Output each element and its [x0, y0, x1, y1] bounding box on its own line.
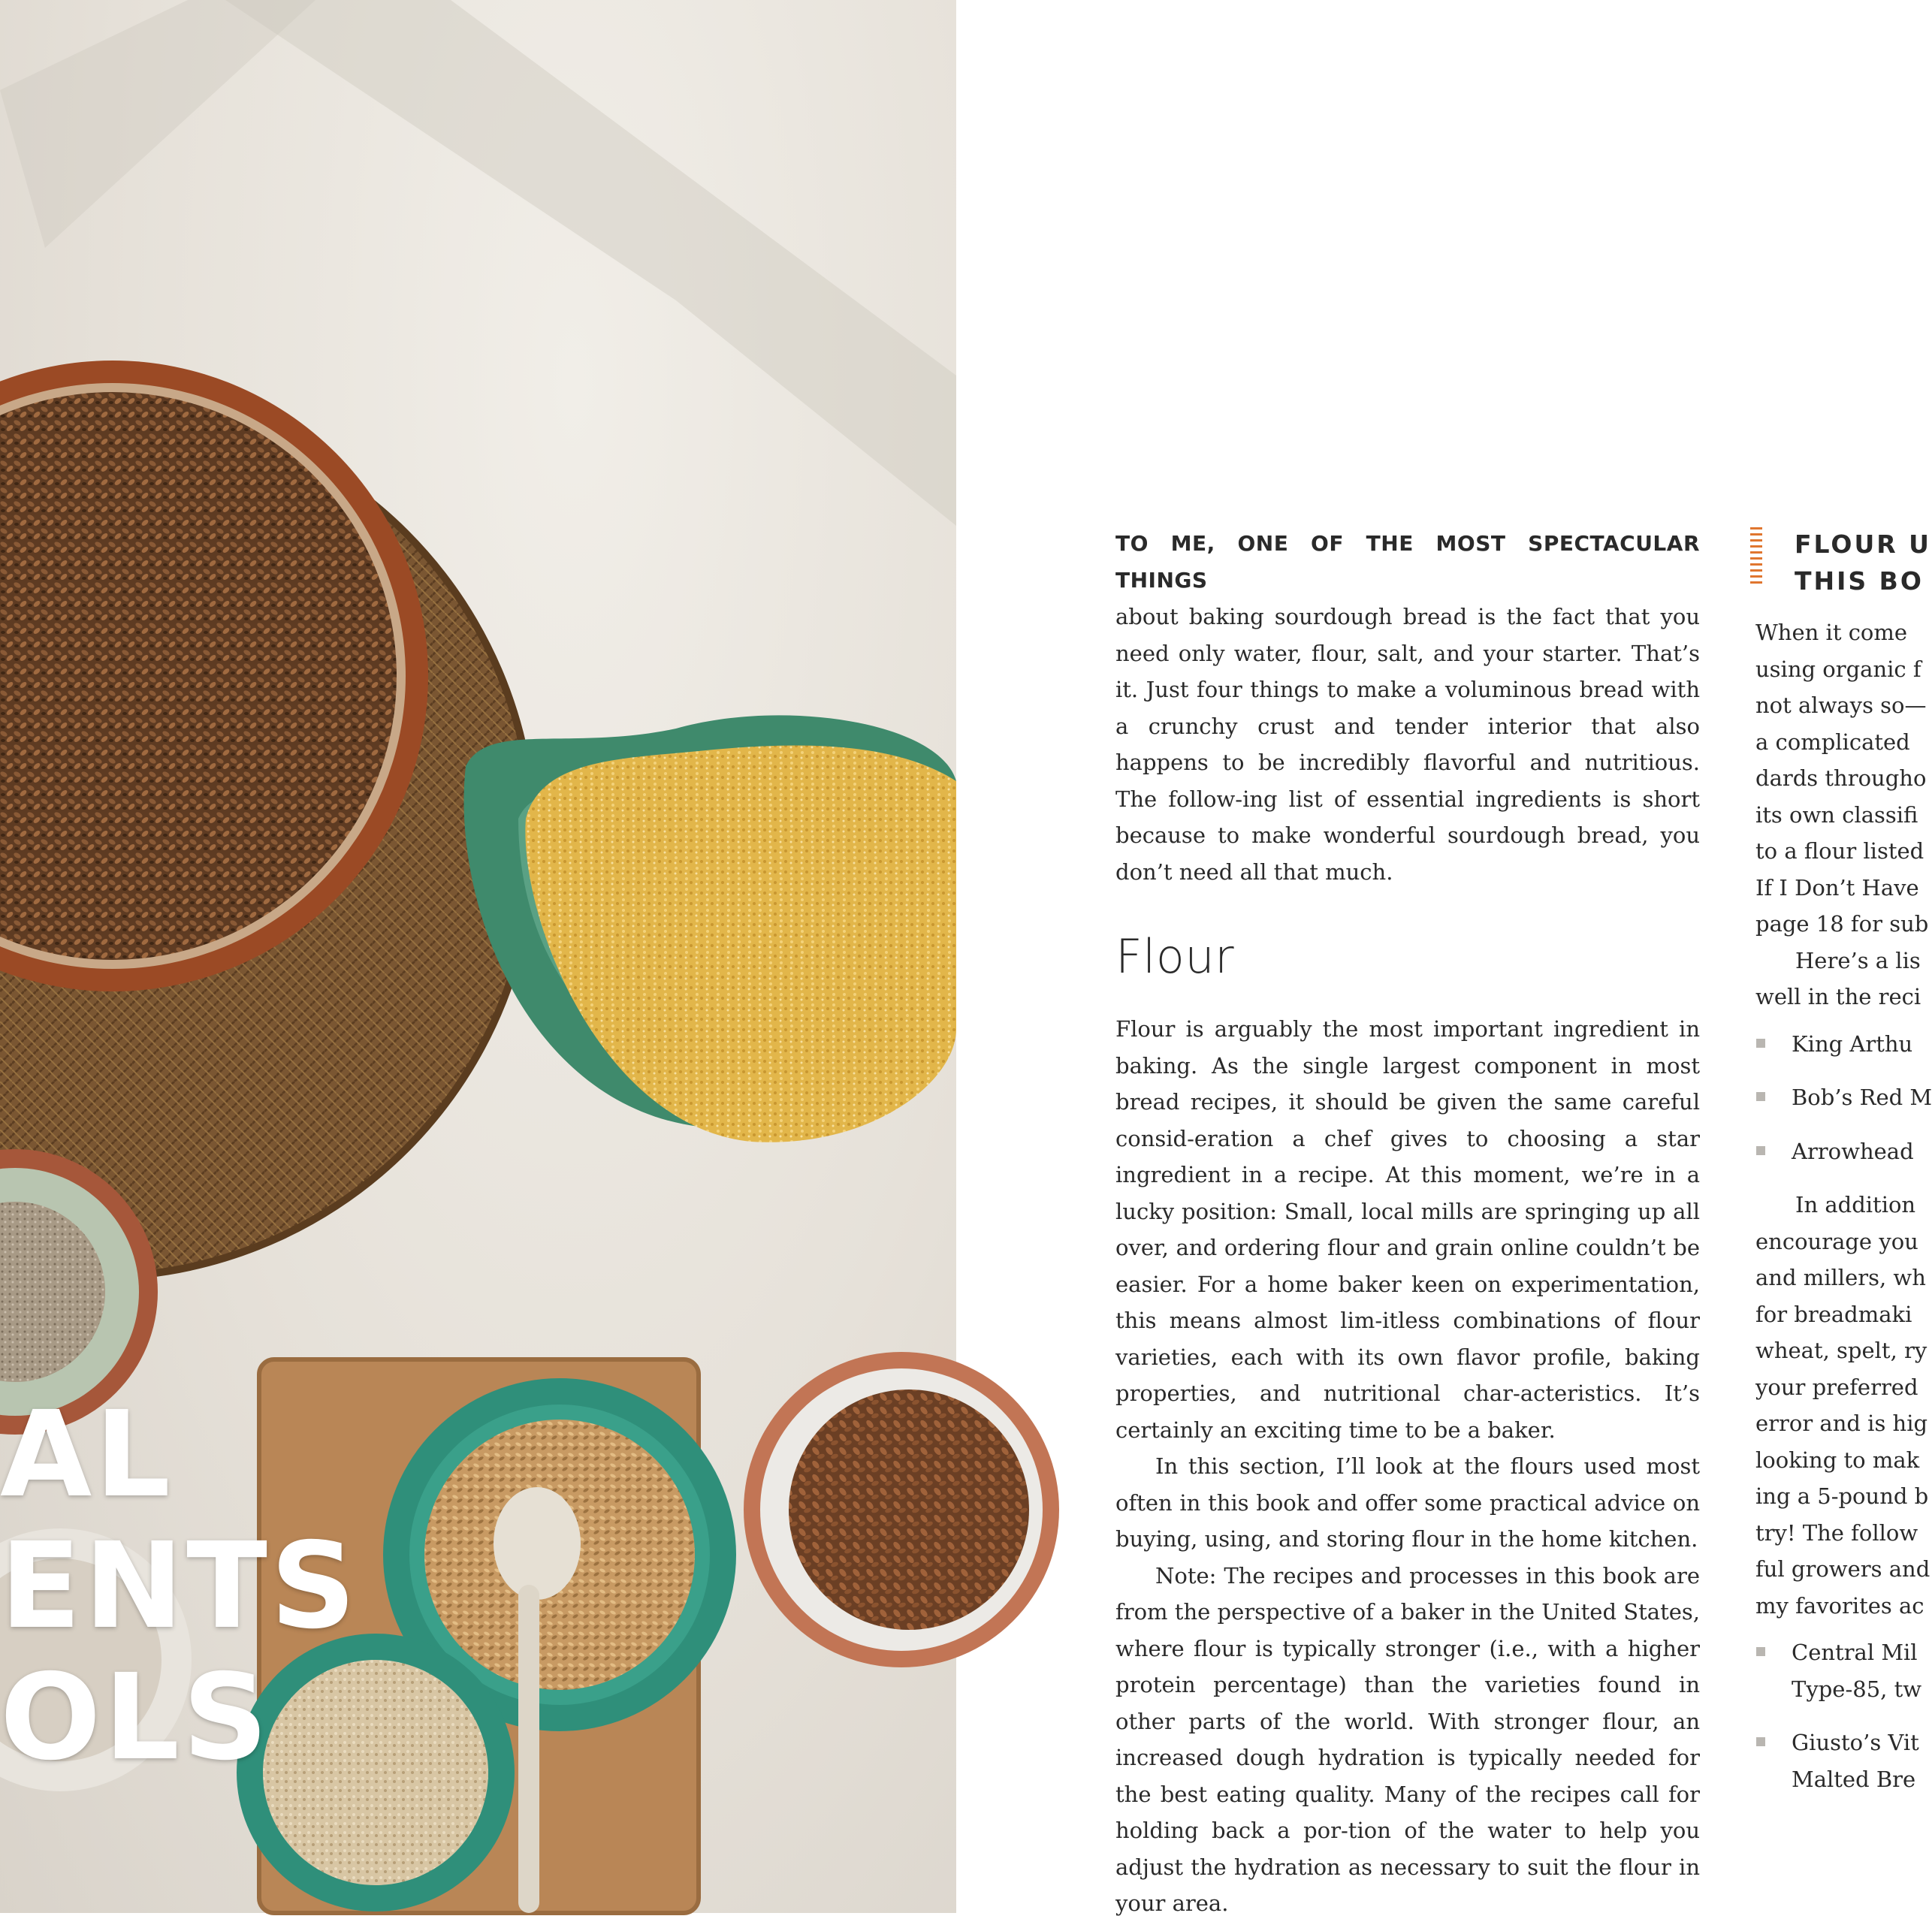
section-heading: Flour	[1115, 929, 1235, 984]
list-item	[1755, 1634, 1922, 1707]
sidebar-line: Here’s a lis	[1795, 947, 1921, 973]
sidebar-line: to a flour listed	[1755, 838, 1924, 864]
sidebar-line: try! The follow	[1755, 1519, 1918, 1546]
food-photo	[0, 0, 956, 1913]
sidebar-line: for breadmaki	[1755, 1301, 1912, 1327]
list-item	[1755, 1079, 1932, 1116]
sidebar-line: If I Don’t Have	[1755, 874, 1919, 901]
chapter-title	[0, 1386, 376, 1787]
bullet-square-icon	[1756, 1146, 1765, 1155]
sidebar-line: encourage you	[1755, 1228, 1918, 1254]
sidebar-line: wheat, spelt, ry	[1755, 1338, 1927, 1363]
sidebar-line: error and is hig	[1755, 1411, 1928, 1436]
sidebar-line: In addition	[1795, 1192, 1916, 1217]
sidebar-line: a complicated	[1755, 729, 1910, 755]
list-item	[1755, 1026, 1913, 1063]
list-item-label: Bob’s Red M	[1792, 1085, 1932, 1110]
bullet-square-icon	[1756, 1092, 1765, 1101]
lead-paragraph	[1115, 526, 1700, 890]
lead-caps: TO ME, ONE OF THE MOST SPECTACULAR THINGS	[1115, 531, 1700, 593]
list-item-label: Arrowhead	[1792, 1138, 1914, 1164]
sidebar-accent-bar	[1750, 527, 1762, 587]
list-item-label: Giusto’s Vit	[1792, 1730, 1919, 1755]
list-item-label: Central Mil	[1792, 1640, 1918, 1665]
list-item-label: Malted Bre	[1792, 1766, 1916, 1792]
body-paragraph: In this section, I’ll look at the flours used most often in this book and offer some practical advice on buying, using, and storing flour in the home kitchen.	[1115, 1453, 1700, 1552]
sidebar-line: using organic f	[1755, 656, 1921, 682]
sidebar-line: my favorites ac	[1755, 1592, 1924, 1619]
chapter-title-line-1: AL	[0, 1386, 174, 1524]
sidebar-header	[1750, 526, 1931, 596]
bullet-square-icon	[1756, 1737, 1765, 1746]
bullet-square-icon	[1756, 1647, 1765, 1656]
list-item-label: King Arthu	[1792, 1030, 1913, 1057]
sidebar-line: ful growers and	[1755, 1556, 1930, 1582]
sidebar-text	[1755, 614, 1929, 1015]
list-item	[1755, 1133, 1913, 1170]
sidebar-title-line: THIS BO	[1795, 566, 1924, 596]
sidebar-title-line: FLOUR U	[1795, 530, 1931, 559]
list-item	[1755, 1724, 1919, 1797]
sidebar-line: When it come	[1755, 620, 1908, 645]
sidebar-line: ing a 5-pound b	[1755, 1483, 1929, 1509]
body-paragraph: Flour is arguably the most important ingredient in baking. As the single largest component in most bread recipes, it should be given the same careful consid-eration a chef gives to choosing a star ingredient in a recipe. At this moment, we’re in a lucky position: Small, local mills are springing up all over, and ordering flour and grain online couldn’t be easier. For a home baker keen on experimentation, this means almost lim-itless combinations of flour varieties, each with its own flavor profile, baking properties, and nutritional char-acteristics. It’s certainly an exciting time to be a baker.	[1115, 1016, 1700, 1443]
sidebar-box	[1750, 526, 1932, 1815]
sidebar-line: your preferred	[1755, 1374, 1918, 1400]
chapter-title-line-3: OLS	[0, 1649, 271, 1787]
sidebar-line: well in the reci	[1755, 984, 1921, 1009]
main-column	[1115, 526, 1700, 1922]
sidebar-line: page 18 for sub	[1755, 911, 1929, 937]
sidebar-line: and millers, wh	[1755, 1265, 1926, 1290]
sidebar-text	[1755, 1187, 1930, 1624]
list-item-label: Type-85, tw	[1792, 1676, 1922, 1702]
sidebar-list	[1755, 1634, 1922, 1797]
sidebar-line: its own classifi	[1755, 801, 1918, 828]
sidebar-line: looking to mak	[1755, 1447, 1920, 1473]
lead-text: about baking sourdough bread is the fact that you need only water, flour, salt, and your starter. That’s it. Just four things to make a voluminous bread with a crunchy crust and tender interior that also happens to be incredibly flavorful and nutritious. The follow-ing list of essential ingredients is short because to make wonderful sourdough bread, you don’t need all that much.	[1115, 604, 1700, 885]
sidebar-line: dards througho	[1755, 765, 1927, 791]
bullet-square-icon	[1756, 1039, 1765, 1048]
chapter-title-line-2: ENTS	[0, 1517, 359, 1655]
body-paragraph: Note: The recipes and processes in this book are from the perspective of a baker in the United States, where flour is typically stronger (i.e., with a higher protein percentage) than the varieties found in other parts of the world. With stronger flour, an increased dough hydration is typically needed for the best eating quality. Many of the recipes call for holding back a por-tion of the water to help you adjust the hydration as necessary to suit the flour in your area.	[1115, 1562, 1700, 1916]
sidebar-list	[1755, 1026, 1932, 1170]
sidebar-line: not always so—	[1755, 692, 1927, 718]
